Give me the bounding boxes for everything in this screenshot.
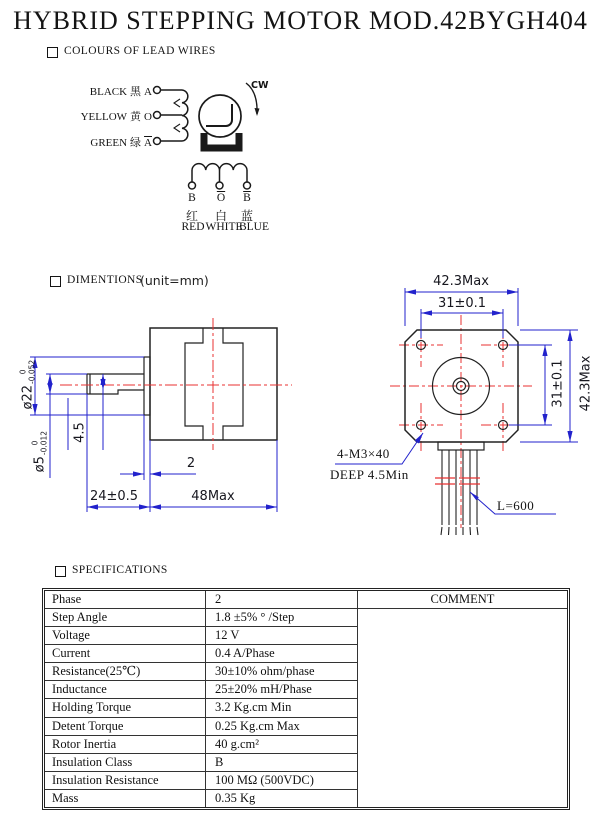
dim-hole-span-horizontal: 31±0.1	[437, 296, 487, 311]
table-row: Voltage 12 V	[45, 627, 357, 645]
dim-body-width: 42.3Max	[433, 274, 489, 289]
comment-column	[357, 591, 567, 807]
table-row: Resistance(25℃) 30±10% ohm/phase	[45, 663, 357, 681]
lead-en: GREEN	[90, 137, 128, 149]
page-title: HYBRID STEPPING MOTOR MOD.42BYGH404	[13, 6, 588, 35]
table-row: Mass 0.35 Kg	[45, 790, 357, 807]
terminal-cn-blue: 蓝	[240, 209, 253, 223]
specifications-table	[42, 588, 570, 810]
table-row: Insulation Class B	[45, 754, 357, 772]
lead-phase: O	[144, 111, 152, 123]
lead-label-yellow	[60, 108, 152, 124]
terminal-cn-red: 红	[185, 209, 198, 223]
lead-cn: 绿	[130, 137, 142, 149]
label-mounting-holes: 4-M3×40	[337, 446, 390, 461]
dim-shaft-flat: 4.5	[72, 422, 88, 443]
dimensions-unit-note: (unit=mm)	[140, 273, 209, 288]
section-title-lead-wires: COLOURS OF LEAD WIRES	[64, 45, 216, 57]
section-checkbox-icon	[55, 566, 66, 577]
cw-label: CW	[251, 80, 269, 91]
dim-body-height: 42.3Max	[578, 355, 594, 412]
dim-shaft-diameter: ø5 0 -0.012	[30, 430, 48, 473]
terminal-en-white: WHITE	[205, 221, 243, 233]
table-row: Current 0.4 A/Phase	[45, 645, 357, 663]
section-title-specifications: SPECIFICATIONS	[72, 564, 168, 576]
table-row: Rotor Inertia 40 g.cm²	[45, 736, 357, 754]
lead-cn: 黑	[130, 86, 142, 98]
table-row: Insulation Resistance 100 MΩ (500VDC)	[45, 772, 357, 790]
terminal-en-red: RED	[181, 221, 205, 233]
section-title-dimensions: DIMENTIONS	[67, 274, 143, 286]
dim-hole-span-vertical: 31±0.1	[550, 359, 566, 408]
table-row: Inductance 25±20% mH/Phase	[45, 681, 357, 699]
lead-en: BLACK	[89, 86, 128, 98]
section-checkbox-icon	[47, 47, 58, 58]
table-row: Detent Torque 0.25 Kg.cm Max	[45, 718, 357, 736]
section-checkbox-icon	[50, 276, 61, 287]
lead-phase: A	[144, 86, 152, 98]
terminal-label-b: B	[188, 192, 196, 204]
label-hole-depth: DEEP 4.5Min	[330, 467, 409, 482]
cw-arrowhead-icon	[255, 108, 260, 116]
terminal-label-o: $\overline{O}$	[216, 192, 226, 204]
comment-header: COMMENT	[358, 591, 567, 609]
terminal-cn-white: 白	[214, 209, 227, 223]
terminal-en-blue: BLUE	[238, 221, 270, 233]
side-view-drawing	[20, 300, 310, 530]
table-row: Phase 2	[45, 591, 357, 609]
terminal-label-bbar: $\overline{B}$	[243, 192, 251, 204]
dim-body-length: 48Max	[191, 489, 235, 504]
dim-shaft-length: 24±0.5	[89, 489, 139, 504]
lead-cn: 黄	[130, 111, 142, 123]
table-row: Step Angle 1.8 ±5% ° /Step	[45, 609, 357, 627]
dim-boss-diameter: ø22 0 -0.052	[18, 359, 36, 410]
lead-label-green	[60, 134, 152, 150]
lead-en: YELLOW	[80, 111, 128, 123]
spec-rows	[45, 591, 357, 807]
label-lead-length: L=600	[497, 498, 535, 513]
lead-label-black	[60, 83, 152, 99]
table-row: Holding Torque 3.2 Kg.cm Min	[45, 699, 357, 717]
dim-boss-depth: 2	[186, 456, 196, 471]
lead-phase: $\overline{A}$	[144, 137, 152, 149]
